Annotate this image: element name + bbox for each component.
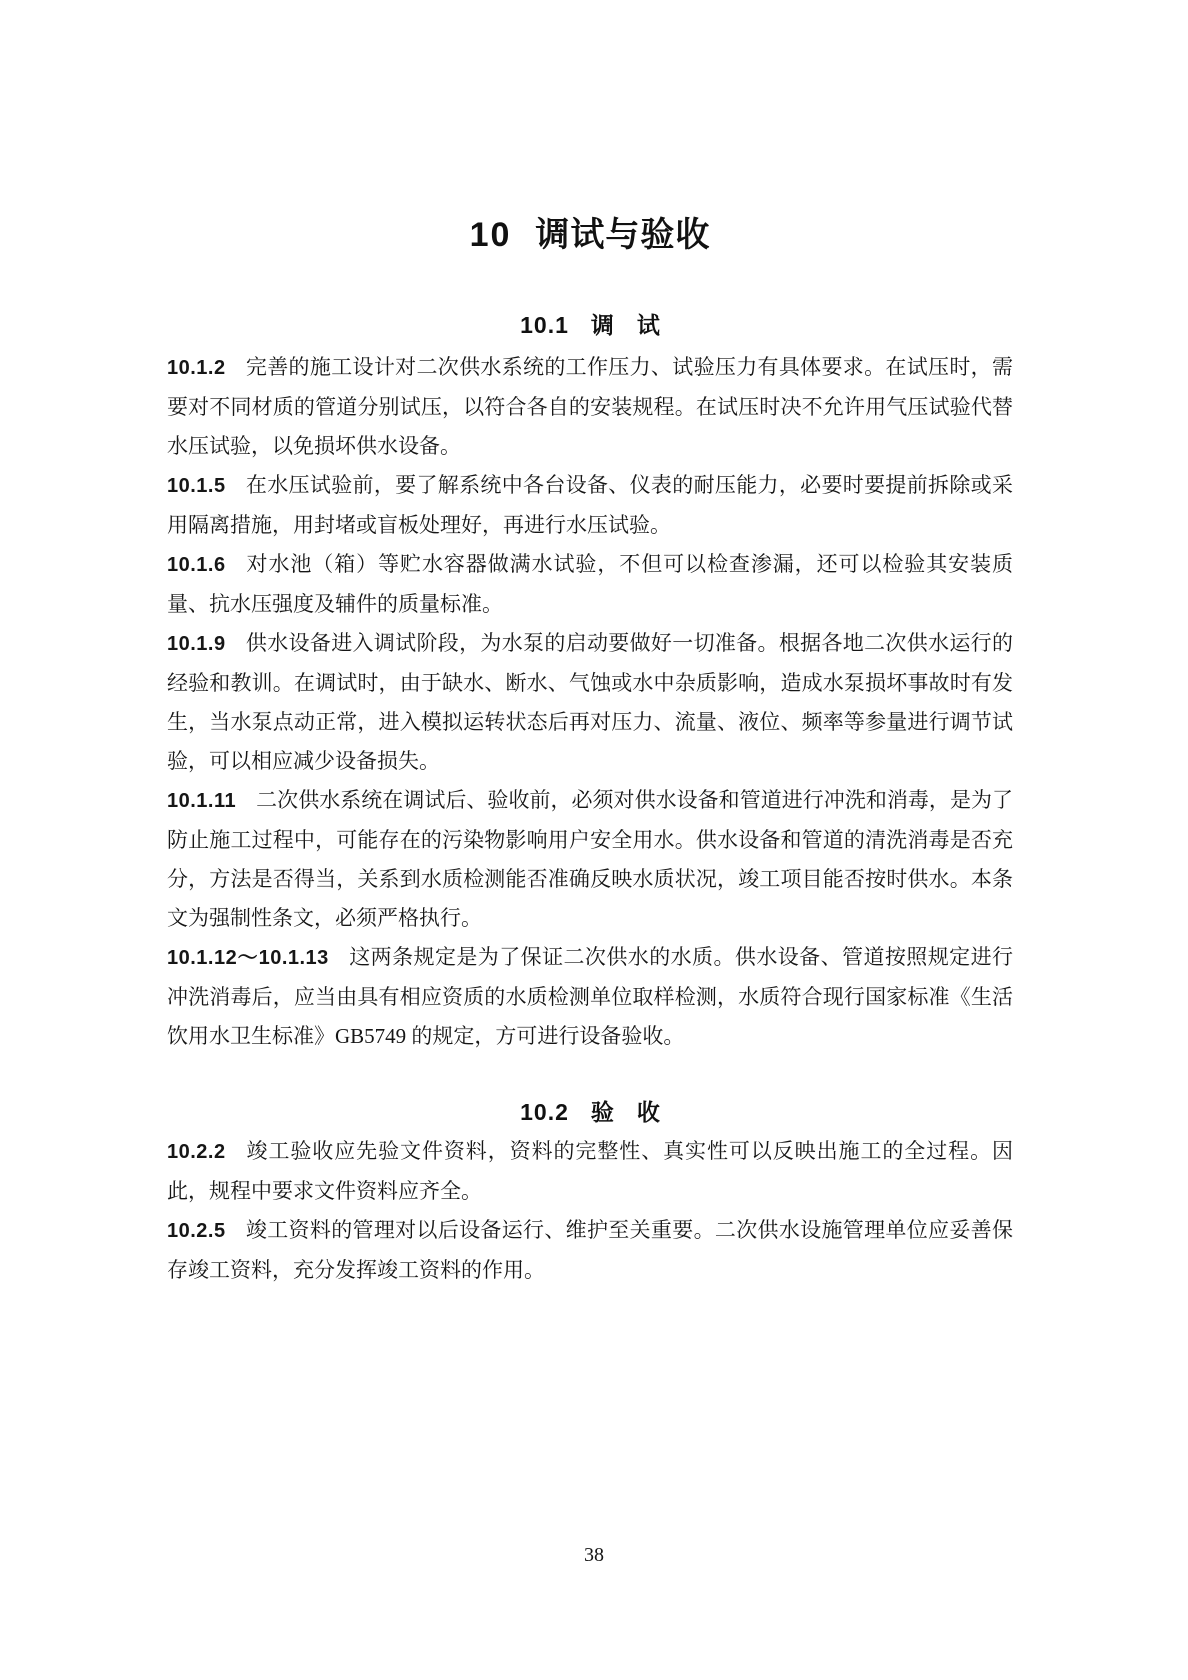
section-title-text: 调 试: [590, 312, 660, 338]
clause-text: 竣工验收应先验文件资料，资料的完整性、真实性可以反映出施工的全过程。因此，规程中要求文件资料应齐全。: [167, 1139, 1013, 1203]
section-heading-10-1: [167, 309, 1013, 341]
chapter-title: [167, 213, 1013, 257]
section-heading-10-2: [167, 1096, 1013, 1128]
section-title-text: 验 收: [590, 1099, 660, 1125]
clause-number: 10.2.5: [167, 1220, 226, 1242]
page-content: [167, 0, 1013, 1290]
clause-10-2-5: [167, 1211, 1013, 1290]
clause-number: 10.1.11: [167, 790, 237, 812]
clause-10-1-12-13: [167, 938, 1013, 1056]
clause-text: 供水设备进入调试阶段，为水泵的启动要做好一切准备。根据各地二次供水运行的经验和教训。在调试时，由于缺水、断水、气蚀或水中杂质影响，造成水泵损坏事故时有发生，当水泵点动正常，进入模拟运转状态后再对压力、流量、液位、频率等参量进行调节试验，可以相应减少设备损失。: [167, 631, 1013, 773]
clause-10-2-2: [167, 1132, 1013, 1211]
clause-10-1-9: [167, 624, 1013, 781]
clause-number: 10.2.2: [167, 1141, 226, 1163]
clause-number: 10.1.9: [167, 633, 226, 655]
clause-10-1-2: [167, 348, 1013, 466]
chapter-title-text: 调试与验收: [535, 216, 711, 254]
clause-10-1-11: [167, 781, 1013, 938]
section-number: 10.1: [520, 312, 569, 338]
clause-text: 完善的施工设计对二次供水系统的工作压力、试验压力有具体要求。在试压时，需要对不同材质的管道分别试压，以符合各自的安装规程。在试压时决不允许用气压试验代替水压试验，以免损坏供水设备。: [167, 355, 1013, 458]
clause-number: 10.1.6: [167, 554, 226, 576]
chapter-number: 10: [469, 216, 512, 254]
clause-text: 二次供水系统在调试后、验收前，必须对供水设备和管道进行冲洗和消毒，是为了防止施工过程中，可能存在的污染物影响用户安全用水。供水设备和管道的清洗消毒是否充分，方法是否得当，关系到水质检测能否准确反映水质状况，竣工项目能否按时供水。本条文为强制性条文，必须严格执行。: [167, 788, 1013, 930]
clause-10-1-6: [167, 545, 1013, 624]
section-10-2-body: [167, 1132, 1013, 1290]
clause-text: 这两条规定是为了保证二次供水的水质。供水设备、管道按照规定进行冲洗消毒后，应当由具有相应资质的水质检测单位取样检测，水质符合现行国家标准《生活饮用水卫生标准》GB5749 的规定，方可进行设备验收。: [167, 945, 1013, 1048]
clause-number: 10.1.5: [167, 475, 226, 497]
clause-text: 对水池（箱）等贮水容器做满水试验，不但可以检查渗漏，还可以检验其安装质量、抗水压强度及辅件的质量标准。: [167, 552, 1013, 616]
clause-10-1-5: [167, 466, 1013, 545]
clause-text: 竣工资料的管理对以后设备运行、维护至关重要。二次供水设施管理单位应妥善保存竣工资料，充分发挥竣工资料的作用。: [167, 1218, 1013, 1282]
clause-text: 在水压试验前，要了解系统中各台设备、仪表的耐压能力，必要时要提前拆除或采用隔离措施，用封堵或盲板处理好，再进行水压试验。: [167, 473, 1013, 537]
page-number: 38: [584, 1544, 604, 1566]
section-number: 10.2: [520, 1099, 569, 1125]
section-10-1-body: [167, 348, 1013, 1056]
clause-number: 10.1.2: [167, 357, 226, 379]
clause-number: 10.1.12～10.1.13: [167, 947, 329, 969]
